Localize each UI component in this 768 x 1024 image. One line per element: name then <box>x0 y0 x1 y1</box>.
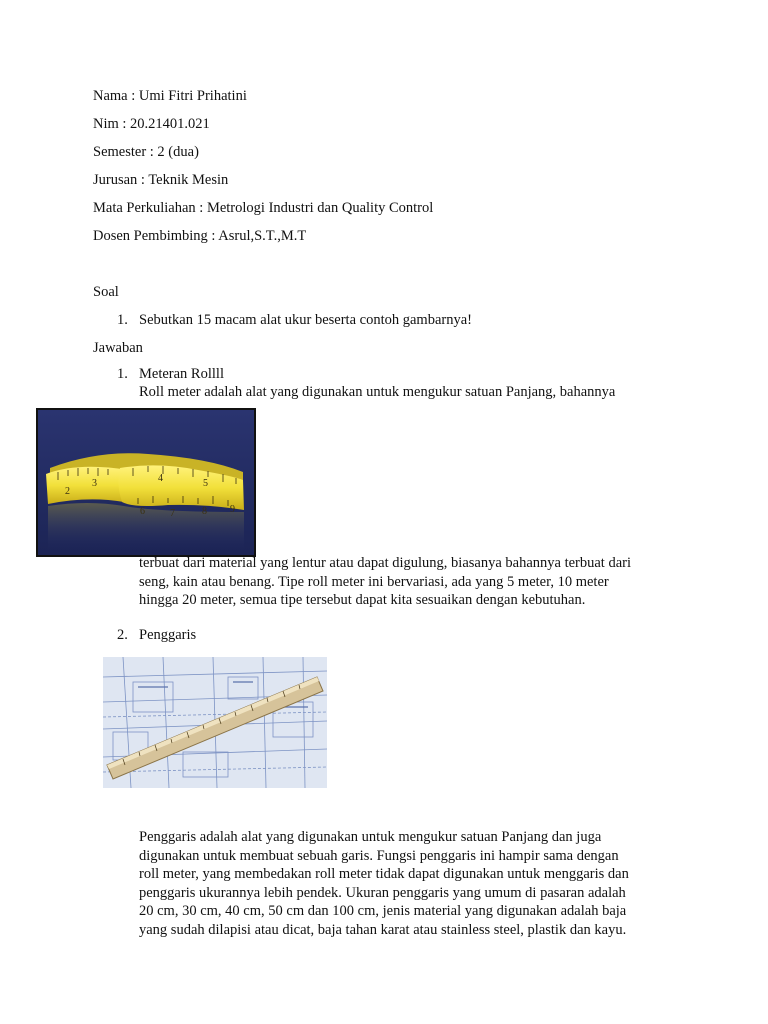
tape-number: 7 <box>170 508 175 519</box>
item-2-title: Penggaris <box>139 627 197 643</box>
item-2-paragraph <box>139 828 679 940</box>
paragraph-line: 20 cm, 30 cm, 40 cm, 50 cm dan 100 cm, jenis material yang digunakan adalah baja <box>139 903 627 920</box>
paragraph-line: Penggaris adalah alat yang digunakan untuk mengukur satuan Panjang dan juga <box>139 829 602 845</box>
item-1-paragraph <box>139 554 679 610</box>
tape-number: 2 <box>65 486 70 497</box>
tape-number: 4 <box>158 473 163 484</box>
paragraph-line: digunakan untuk membuat sebuah garis. Fungsi penggaris ini hampir sama dengan <box>139 847 619 864</box>
student-semester: Semester : 2 (dua) <box>93 144 199 160</box>
item-1-intro: Roll meter adalah alat yang digunakan untuk mengukur satuan Panjang, bahannya <box>139 384 616 400</box>
soal-heading: Soal <box>93 284 119 300</box>
paragraph-line: seng, kain atau benang. Tipe roll meter ini bervariasi, ada yang 5 meter, 10 meter <box>139 573 609 590</box>
tape-number: 3 <box>92 478 97 489</box>
tape-number: 9 <box>230 504 235 515</box>
item-1-number: 1. <box>117 366 128 382</box>
tape-number: 8 <box>202 506 207 517</box>
soal-question: Sebutkan 15 macam alat ukur beserta contoh gambarnya! <box>139 312 472 328</box>
item-1-title: Meteran Rollll <box>139 366 224 382</box>
soal-number: 1. <box>117 312 128 328</box>
student-major: Jurusan : Teknik Mesin <box>93 172 229 188</box>
course-name: Mata Perkuliahan : Metrologi Industri dan Quality Control <box>93 200 434 216</box>
jawaban-heading: Jawaban <box>93 340 143 356</box>
item-2-number: 2. <box>117 627 128 643</box>
tape-measure-image <box>36 408 256 557</box>
paragraph-line: terbuat dari material yang lentur atau dapat digulung, biasanya bahannya terbuat dari <box>139 555 632 571</box>
paragraph-line: hingga 20 meter, semua tipe tersebut dapat kita sesuaikan dengan kebutuhan. <box>139 592 586 609</box>
tape-number: 6 <box>140 506 145 517</box>
student-nim: Nim : 20.21401.021 <box>93 116 210 132</box>
ruler-image <box>103 657 327 788</box>
paragraph-line: roll meter, yang membedakan roll meter tidak dapat digunakan untuk menggaris dan <box>139 866 629 883</box>
student-name: Nama : Umi Fitri Prihatini <box>93 88 247 104</box>
lecturer-name: Dosen Pembimbing : Asrul,S.T.,M.T <box>93 228 307 244</box>
paragraph-line: penggaris ukurannya lebih pendek. Ukuran penggaris yang umum di pasaran adalah <box>139 884 626 901</box>
tape-number: 5 <box>203 478 208 489</box>
paragraph-line: yang sudah dilapisi atau dicat, baja tahan karat atau stainless steel, plastik dan kayu. <box>139 921 627 938</box>
